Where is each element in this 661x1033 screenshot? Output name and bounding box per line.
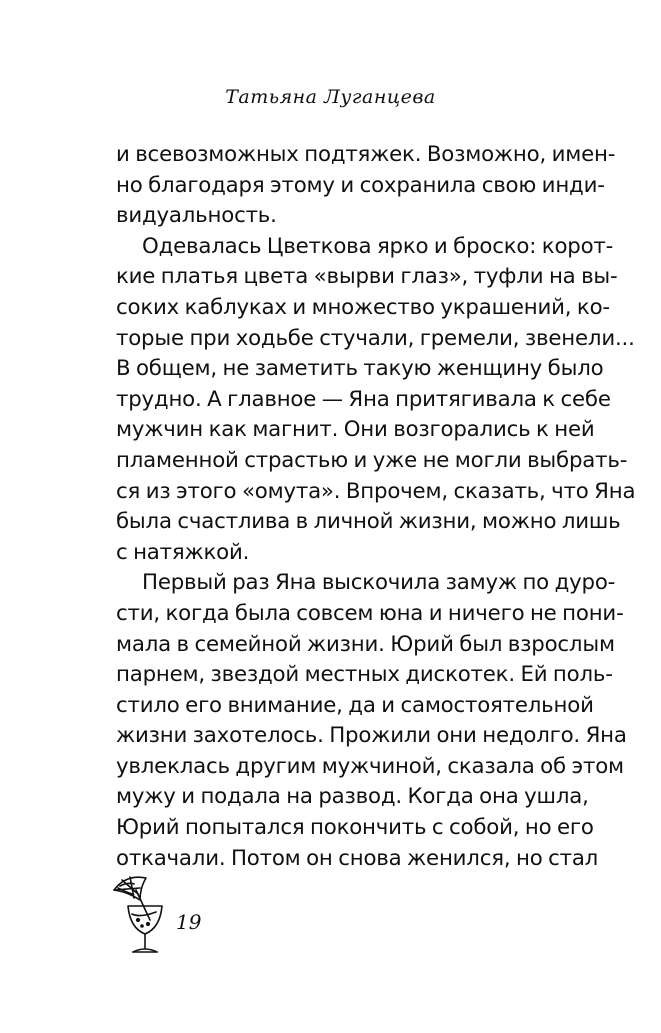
text-line: но благодаря этому и сохранила свою инди- bbox=[116, 172, 605, 198]
text-line: сти, когда была совсем юна и ничего не пони- bbox=[116, 600, 624, 626]
text-line: соких каблуках и множество украшений, ко- bbox=[116, 294, 610, 320]
text-line: торые при ходьбе стучали, гремели, звенели... bbox=[116, 325, 635, 351]
body-text bbox=[116, 140, 636, 874]
text-line: пламенной страстью и уже не могли выбрать- bbox=[116, 447, 628, 473]
text-line: кие платья цвета «вырви глаз», туфли на вы- bbox=[116, 264, 618, 290]
text-line: мужчин как магнит. Они возгорались к ней bbox=[116, 417, 595, 443]
text-line: увлеклась другим мужчиной, сказала об этом bbox=[116, 753, 624, 779]
cocktail-glass-icon bbox=[100, 868, 240, 958]
text-line: стило его внимание, да и самостоятельной bbox=[116, 692, 594, 718]
running-header: Татьяна Луганцева bbox=[225, 86, 436, 108]
text-line: откачали. Потом он снова женился, но стал bbox=[116, 845, 599, 871]
text-line: Одевалась Цветкова ярко и броско: корот- bbox=[142, 233, 614, 259]
text-line: Юрий попытался покончить с собой, но его bbox=[116, 815, 594, 841]
text-line: Первый раз Яна выскочила замуж по дуро- bbox=[142, 570, 616, 596]
text-line: трудно. А главное — Яна притягивала к себе bbox=[116, 386, 611, 412]
page-number: 19 bbox=[176, 910, 202, 934]
text-line: была счастлива в личной жизни, можно лишь bbox=[116, 509, 621, 535]
text-line: В общем, не заметить такую женщину было bbox=[116, 356, 604, 382]
text-line: с натяжкой. bbox=[116, 539, 250, 565]
text-line: мала в семейной жизни. Юрий был взрослым bbox=[116, 631, 615, 657]
text-line: и всевозможных подтяжек. Возможно, имен- bbox=[116, 142, 616, 167]
text-line: парнем, звездой местных дискотек. Ей поль- bbox=[116, 662, 613, 688]
text-line: жизни захотелось. Прожили они недолго. Яна bbox=[116, 723, 627, 749]
text-line: мужу и подала на развод. Когда она ушла, bbox=[116, 784, 589, 810]
text-line: ся из этого «омута». Впрочем, сказать, что Яна bbox=[116, 478, 636, 504]
text-line: видуальность. bbox=[116, 203, 277, 229]
